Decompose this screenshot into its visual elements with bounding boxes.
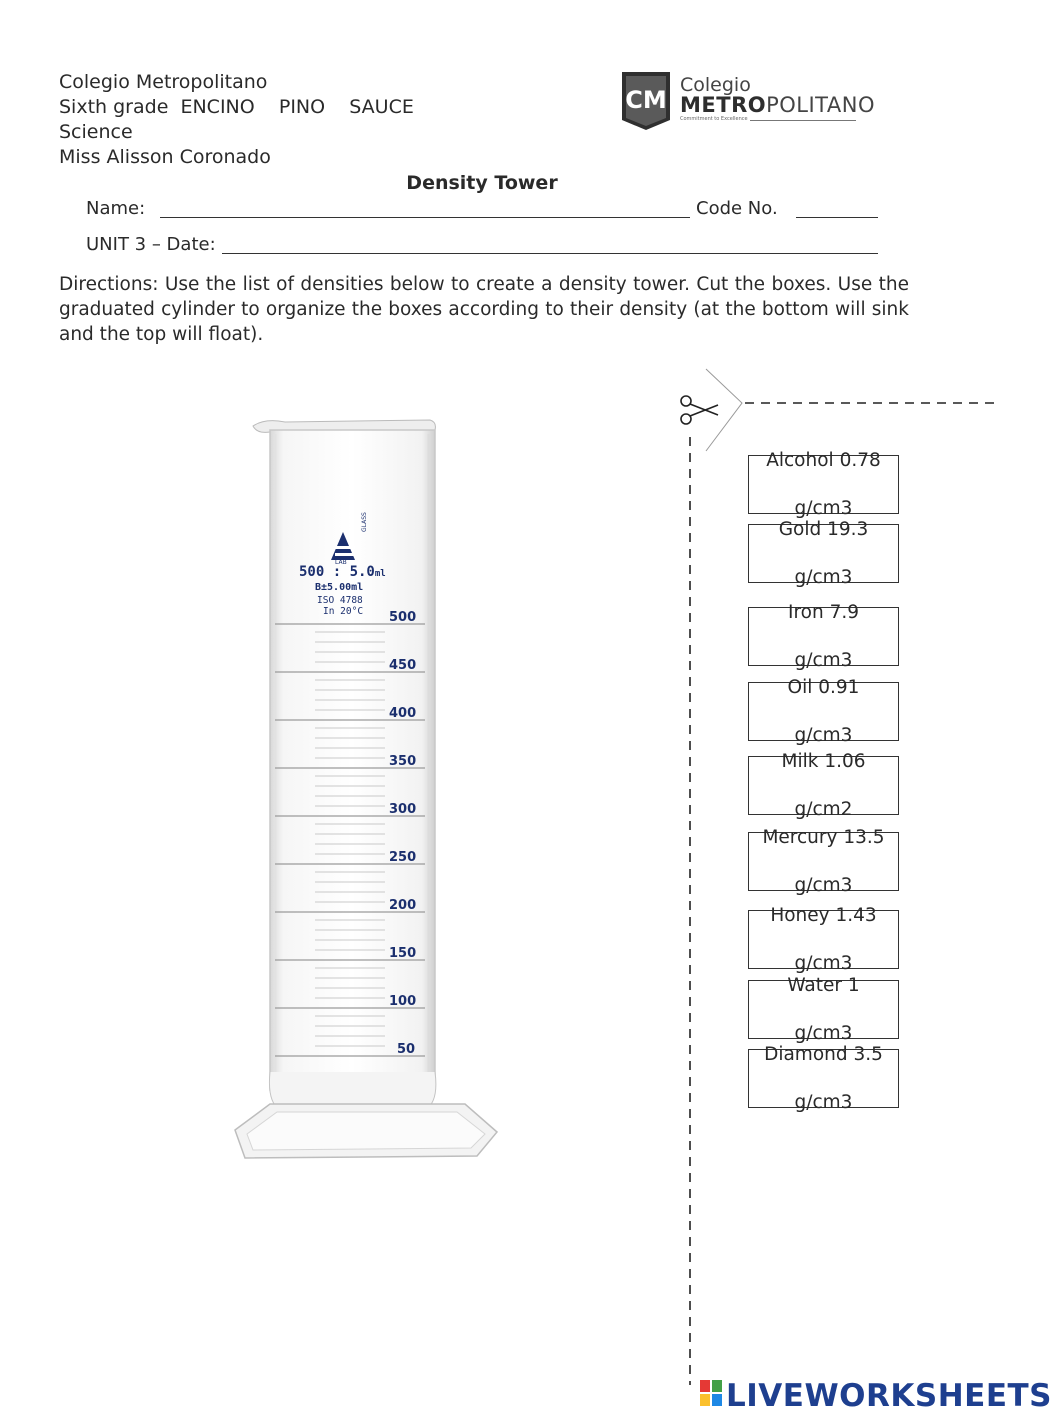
- scale-label: 400: [389, 706, 417, 721]
- code-label: Code No.: [696, 198, 778, 219]
- density-box-iron[interactable]: [748, 601, 899, 671]
- density-box-line1: Diamond 3.5: [764, 1043, 883, 1065]
- date-label: UNIT 3 – Date:: [86, 234, 216, 255]
- density-box-alcohol[interactable]: [748, 449, 899, 519]
- name-input-line[interactable]: [160, 217, 690, 218]
- logo-line2-rest: POLITANO: [766, 93, 875, 117]
- graduated-cylinder: [225, 412, 505, 1172]
- density-box-mercury[interactable]: [748, 826, 899, 896]
- cylinder-brand: LAB: [335, 559, 347, 566]
- grade-line: Sixth grade ENCINO PINO SAUCE: [59, 96, 414, 118]
- cylinder-iso: ISO 4788: [317, 595, 363, 606]
- density-box-line1: Alcohol 0.78: [766, 449, 881, 471]
- cylinder-capacity-value: 500 : 5.0: [299, 564, 375, 580]
- density-box-line1: Honey 1.43: [770, 904, 877, 926]
- scale-label: 200: [389, 898, 417, 913]
- density-box-honey[interactable]: [748, 904, 899, 974]
- density-box-line2: g/cm3: [794, 724, 853, 746]
- density-box-gold[interactable]: [748, 518, 899, 588]
- scale-label: 100: [389, 994, 417, 1009]
- cylinder-class: B±5.00ml: [315, 582, 364, 593]
- density-box-line2: g/cm3: [794, 649, 853, 671]
- name-row: [86, 198, 145, 219]
- density-box-diamond[interactable]: [748, 1043, 899, 1113]
- density-box-line1: Gold 19.3: [778, 518, 869, 540]
- liveworksheets-logo-icon: [700, 1380, 722, 1406]
- density-box-line2: g/cm3: [794, 874, 853, 896]
- density-box-line2: g/cm3: [794, 1022, 853, 1044]
- density-box-line1: Iron 7.9: [787, 601, 859, 623]
- liveworksheets-brand: LIVEWORKSHEETS: [726, 1378, 1052, 1414]
- cylinder-capacity-unit: ml: [374, 569, 386, 579]
- logo-line1: Colegio: [680, 74, 751, 96]
- directions-text: Directions: Use the list of densities below to create a density tower. Cut the boxes. Use the graduated cylinder to organize the boxes according to their density (at the bottom will sink and the top will float).: [59, 274, 909, 345]
- density-box-water[interactable]: [748, 974, 899, 1044]
- density-box-line2: g/cm2: [794, 798, 853, 820]
- page-title: Density Tower: [406, 172, 558, 194]
- density-box-line1: Water 1: [787, 974, 860, 996]
- code-input-line[interactable]: [796, 217, 878, 218]
- teacher-name: Miss Alisson Coronado: [59, 146, 271, 168]
- density-box-line2: g/cm3: [794, 566, 853, 588]
- logo-tagline: Commitment to Excellence: [680, 116, 748, 122]
- school-name: Colegio Metropolitano: [59, 71, 268, 93]
- date-input-line[interactable]: [222, 253, 878, 254]
- density-box-line1: Milk 1.06: [781, 750, 866, 772]
- scale-label: 300: [389, 802, 417, 817]
- density-box-line1: Mercury 13.5: [762, 826, 885, 848]
- scissors-icon: [676, 393, 722, 431]
- logo-underline: [750, 120, 856, 121]
- scale-label: 50: [397, 1042, 416, 1057]
- school-logo-emblem: [618, 68, 674, 132]
- density-box-oil[interactable]: [748, 676, 899, 746]
- cylinder-brand-side: GLASS: [361, 512, 368, 532]
- density-box-line1: Oil 0.91: [787, 676, 860, 698]
- scale-label: 350: [389, 754, 417, 769]
- density-box-line2: g/cm3: [794, 1091, 853, 1113]
- name-label: Name:: [86, 198, 146, 219]
- scale-label: 450: [389, 658, 417, 673]
- logo-line2-bold: METRO: [680, 93, 767, 117]
- subject: Science: [59, 121, 133, 143]
- cylinder-temp: In 20°C: [323, 606, 364, 617]
- cylinder-capacity: [299, 564, 386, 580]
- scale-label: 150: [389, 946, 417, 961]
- svg-text:CM: CM: [625, 86, 667, 114]
- logo-line2: [680, 93, 875, 117]
- scale-label: 250: [389, 850, 417, 865]
- density-box-line2: g/cm3: [794, 952, 853, 974]
- density-box-milk[interactable]: [748, 750, 899, 820]
- scale-label: 500: [389, 610, 417, 625]
- density-box-line2: g/cm3: [794, 497, 853, 519]
